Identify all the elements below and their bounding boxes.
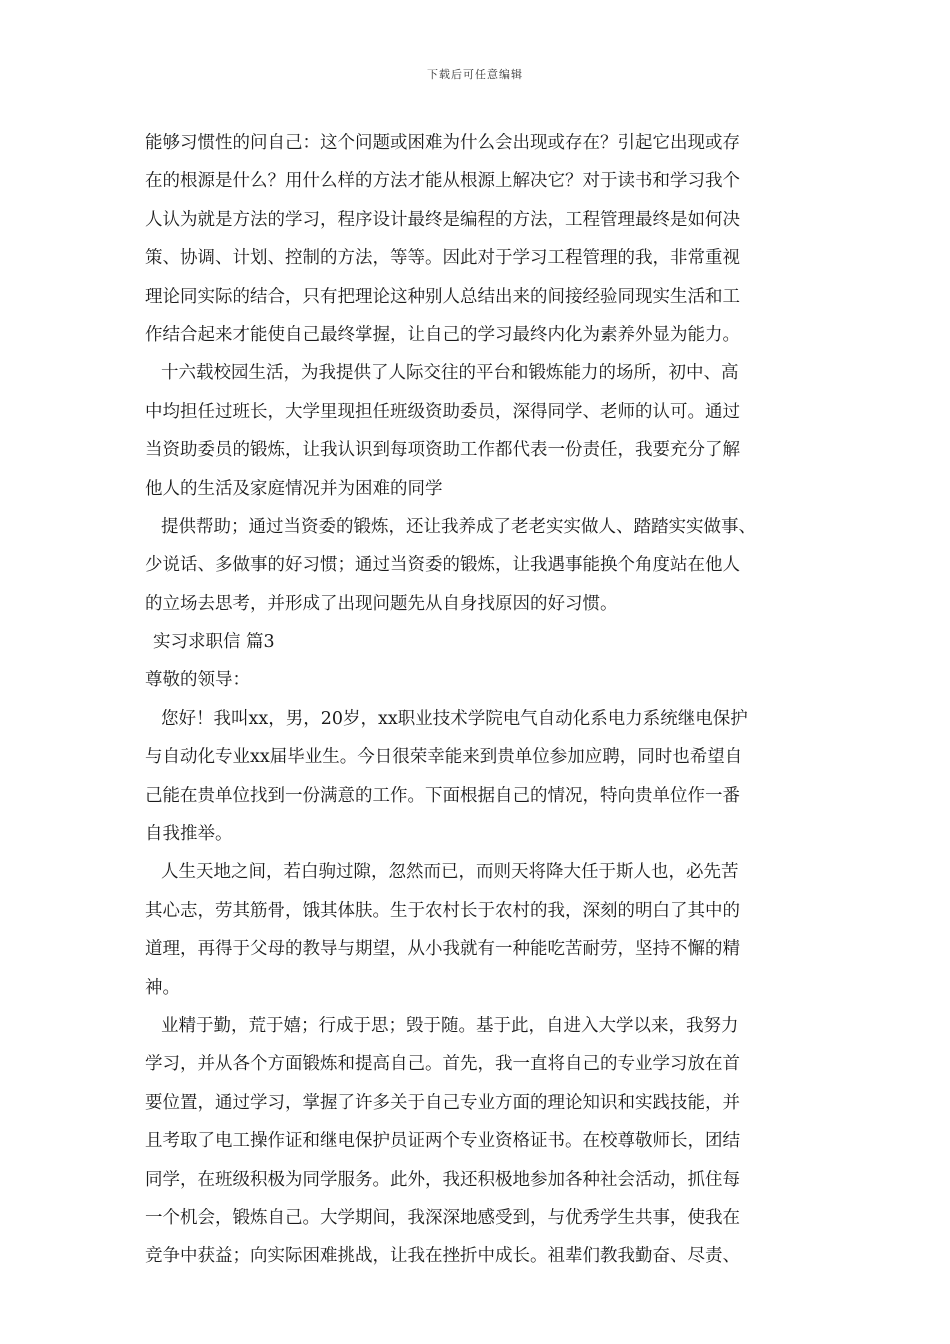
- text-line: 且考取了电工操作证和继电保护员证两个专业资格证书。在校尊敬师长，团结: [145, 1131, 740, 1152]
- text-line: 道理，再得于父母的教导与期望，从小我就有一种能吃苦耐劳，坚持不懈的精: [145, 939, 740, 960]
- text-line: 自我推举。: [145, 824, 233, 845]
- text-line: 他人的生活及家庭情况并为困难的同学: [145, 478, 443, 499]
- text-line: 竞争中获益；向实际困难挑战，让我在挫折中成长。祖辈们教我勤奋、尽责、: [145, 1246, 740, 1267]
- text-line: 少说话、多做事的好习惯；通过当资委的锻炼，让我遇事能换个角度站在他人: [145, 555, 740, 576]
- text-line: 己能在贵单位找到一份满意的工作。下面根据自己的情况，特向贵单位作一番: [145, 785, 740, 806]
- text-line: 学习，并从各个方面锻炼和提高自己。首先，我一直将自己的专业学习放在首: [145, 1054, 740, 1075]
- text-line: 作结合起来才能使自己最终掌握，让自己的学习最终内化为素养外显为能力。: [145, 324, 740, 345]
- paragraph-start-line: 业精于勤，荒于嬉；行成于思；毁于随。基于此，自进入大学以来，我努力: [161, 1015, 739, 1036]
- text-line: 要位置，通过学习，掌握了许多关于自己专业方面的理论知识和实践技能，并: [145, 1092, 740, 1113]
- document-body: [145, 124, 825, 1276]
- text-line: 一个机会，锻炼自己。大学期间，我深深地感受到，与优秀学生共事，使我在: [145, 1207, 740, 1228]
- text-line: 与自动化专业xx届毕业生。今日很荣幸能来到贵单位参加应聘，同时也希望自: [145, 747, 743, 768]
- text-line: 的立场去思考，并形成了出现问题先从自身找原因的好习惯。: [145, 593, 618, 614]
- text-line: 当资助委员的锻炼，让我认识到每项资助工作都代表一份责任，我要充分了解: [145, 440, 740, 461]
- salutation: 尊敬的领导：: [145, 670, 250, 691]
- paragraph-start-line: 十六载校园生活，为我提供了人际交往的平台和锻炼能力的场所，初中、高: [161, 363, 739, 384]
- section-heading: 实习求职信 篇3: [153, 632, 275, 653]
- text-line: 能够习惯性的问自己：这个问题或困难为什么会出现或存在？引起它出现或存: [145, 133, 740, 153]
- header-note: 下载后可任意编辑: [427, 68, 523, 81]
- text-line: 中均担任过班长，大学里现担任班级资助委员，深得同学、老师的认可。通过: [145, 401, 740, 422]
- text-line: 在的根源是什么？用什么样的方法才能从根源上解决它？对于读书和学习我个: [145, 171, 740, 192]
- paragraph-start-line: 您好！我叫xx，男，20岁，xx职业技术学院电气自动化系电力系统继电保护: [161, 708, 748, 729]
- text-line: 其心志，劳其筋骨，饿其体肤。生于农村长于农村的我，深刻的明白了其中的: [145, 900, 740, 921]
- text-line: 同学，在班级积极为同学服务。此外，我还积极地参加各种社会活动，抓住每: [145, 1169, 740, 1190]
- text-line: 策、协调、计划、控制的方法，等等。因此对于学习工程管理的我，非常重视: [145, 248, 740, 269]
- text-line: 理论同实际的结合，只有把理论这种别人总结出来的间接经验同现实生活和工: [145, 286, 740, 307]
- paragraph-start-line: 人生天地之间，若白驹过隙，忽然而已，而则天将降大任于斯人也，必先苦: [161, 862, 739, 883]
- text-line: 人认为就是方法的学习，程序设计最终是编程的方法，工程管理最终是如何决: [145, 209, 740, 230]
- text-line: 神。: [145, 977, 180, 998]
- paragraph-start-line: 提供帮助；通过当资委的锻炼，还让我养成了老老实实做人、踏踏实实做事、: [161, 516, 756, 537]
